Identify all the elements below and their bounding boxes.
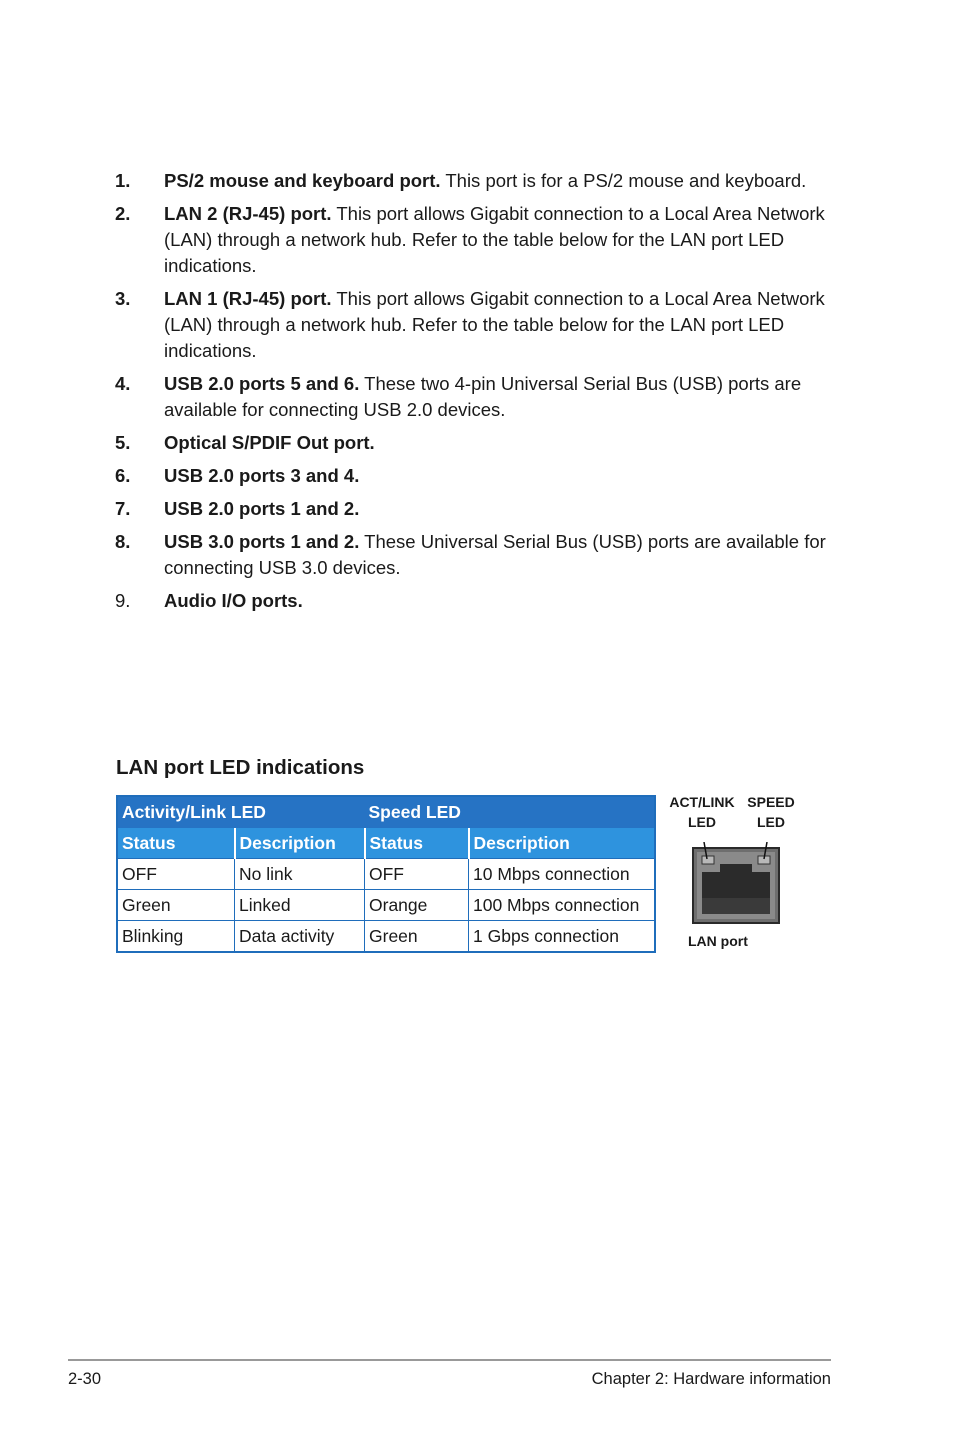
table-row [117,859,655,890]
list-item [115,168,845,194]
group-header-activity: Activity/Link LED [117,796,365,828]
list-item [115,430,845,456]
act-link-led-icon [702,856,714,864]
speed-label-line1: SPEED [747,794,795,810]
list-item [115,529,845,581]
list-number: 3. [115,288,131,309]
list-item [115,588,845,614]
act-link-led-label [662,792,742,832]
speed-label-line2: LED [757,814,785,830]
list-number: 5. [115,432,131,453]
table-cell: OFF [117,859,235,890]
list-item-title: PS/2 mouse and keyboard port. [164,170,441,191]
lan-port-label: LAN port [688,933,748,949]
list-item [115,371,845,423]
list-item-text: This port is for a PS/2 mouse and keyboard. [440,170,807,191]
list-item-title: USB 2.0 ports 5 and 6. [164,373,360,394]
list-number: 8. [115,531,131,552]
table-cell: 10 Mbps connection [469,859,656,890]
table-cell: Blinking [117,921,235,953]
list-item [115,463,845,489]
act-link-label-line2: LED [688,814,716,830]
section-title: LAN port LED indications [116,756,365,779]
table-row [117,921,655,953]
table-column-header-row [117,828,655,859]
table-cell: Data activity [235,921,365,953]
table-cell: 100 Mbps connection [469,890,656,921]
list-item-title: USB 2.0 ports 1 and 2. [164,498,360,519]
list-item-title: Audio I/O ports. [164,590,303,611]
list-number: 2. [115,203,131,224]
list-item-title: USB 3.0 ports 1 and 2. [164,531,360,552]
column-header: Status [117,828,235,859]
port-list [115,168,845,621]
table-cell: Green [365,921,469,953]
list-number: 7. [115,498,131,519]
chapter-title: Chapter 2: Hardware information [591,1370,831,1388]
table-cell: Linked [235,890,365,921]
led-table [116,795,656,953]
list-item-title: Optical S/PDIF Out port. [164,432,375,453]
table-cell: 1 Gbps connection [469,921,656,953]
list-number: 9. [115,590,131,611]
list-item-text: This port allows Gigabit connection to a Local Area Network (LAN) through a network hub. Refer to the table below for the LAN port LED indications. [164,203,825,276]
footer-divider [68,1359,831,1361]
list-item-text: These two 4-pin Universal Serial Bus (USB) ports are available for connecting USB 2.0 devices. [164,373,802,420]
list-number: 4. [115,373,131,394]
lan-port-icon [690,842,782,926]
list-item [115,496,845,522]
list-item-title: LAN 1 (RJ-45) port. [164,288,332,309]
list-number: 6. [115,465,131,486]
list-item [115,286,845,364]
group-header-speed: Speed LED [365,796,656,828]
column-header: Status [365,828,469,859]
column-header: Description [469,828,656,859]
speed-led-label [740,792,802,832]
list-item-title: LAN 2 (RJ-45) port. [164,203,332,224]
table-cell: Green [117,890,235,921]
table-cell: OFF [365,859,469,890]
table-cell: Orange [365,890,469,921]
table-row [117,890,655,921]
table-group-header-row [117,796,655,828]
list-number: 1. [115,170,131,191]
list-item [115,201,845,279]
list-item-text: This port allows Gigabit connection to a Local Area Network (LAN) through a network hub. Refer to the table below for the LAN port LED indications. [164,288,825,361]
column-header: Description [235,828,365,859]
page-number: 2-30 [68,1370,102,1388]
table-cell: No link [235,859,365,890]
act-link-label-line1: ACT/LINK [669,794,735,810]
list-item-text: These Universal Serial Bus (USB) ports are available for connecting USB 3.0 devices. [164,531,826,578]
list-item-title: USB 2.0 ports 3 and 4. [164,465,360,486]
